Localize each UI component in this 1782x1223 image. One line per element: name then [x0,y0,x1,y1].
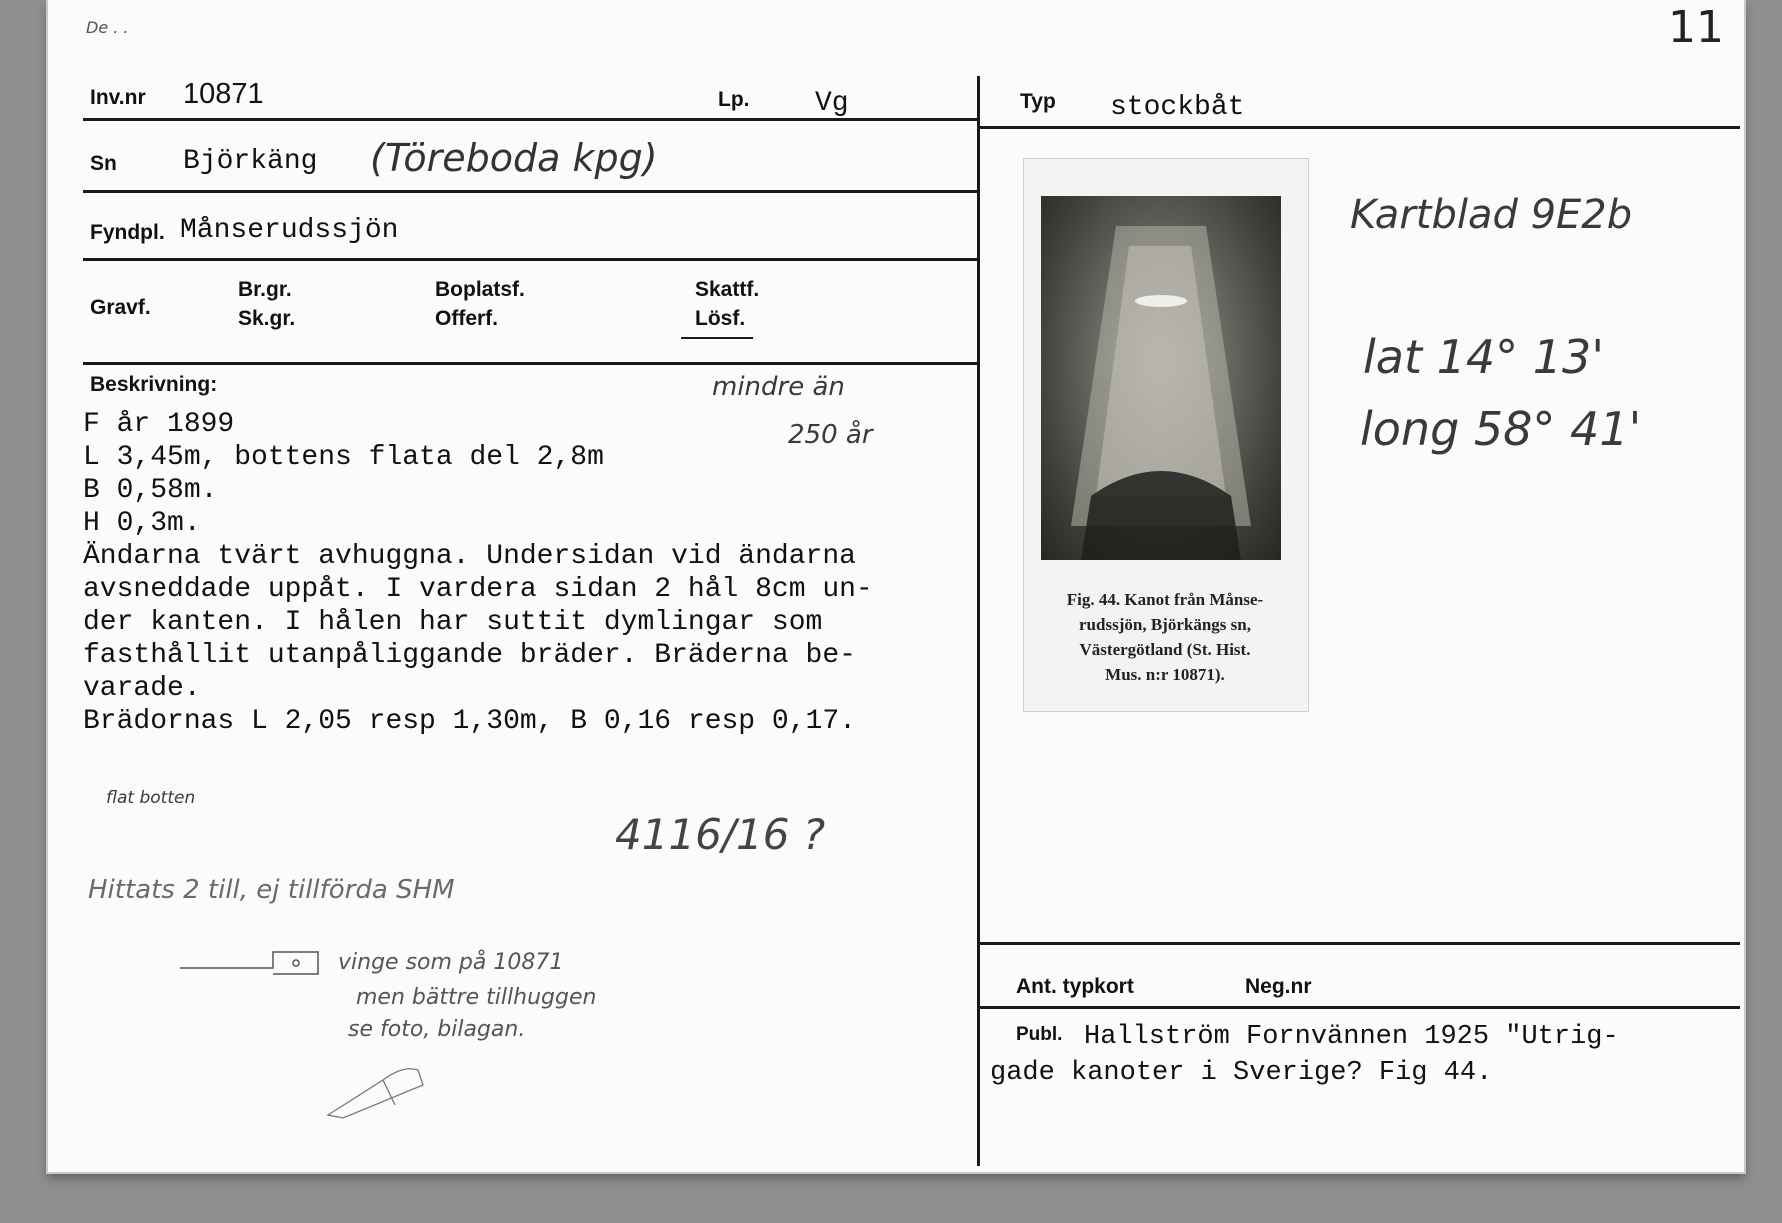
boat-sketch [323,1050,443,1120]
beskrivning-label: Beskrivning: [90,373,218,396]
description-line: F år 1899 [83,409,235,440]
publ-line-2: gade kanoter i Sverige? Fig 44. [990,1058,1493,1088]
caption-line: rudssjön, Björkängs sn, [1079,615,1251,634]
caption-line: Mus. n:r 10871). [1105,665,1225,684]
corner-number: 11 [1668,2,1724,53]
publ-label: Publ. [1016,1024,1063,1045]
note-hittats: Hittats 2 till, ej tillförda SHM [88,875,455,905]
losf-label: Lösf. [695,307,746,330]
caption-line: Fig. 44. Kanot från Månse- [1066,590,1264,609]
note-age-2: 250 år [788,420,873,450]
caption-line: Västergötland (St. Hist. [1079,640,1251,659]
note-vinge-1: vinge som på 10871 [338,950,564,975]
note-vinge-2: men bättre tillhuggen [356,985,597,1010]
sn-value: Björkäng [183,146,318,177]
typ-value: stockbåt [1110,92,1245,123]
fyndpl-label: Fyndpl. [90,221,165,244]
ant-typkort-label: Ant. typkort [1016,975,1134,998]
pasted-photo [1023,158,1309,712]
row-line-categories [83,362,978,365]
wing-sketch [178,940,338,980]
lp-value: Vg [815,88,849,119]
photo-caption [1034,587,1296,687]
neg-nr-label: Neg.nr [1245,975,1312,998]
sn-label: Sn [90,152,117,175]
center-divider [977,76,980,1166]
description-line: H 0,3m. [83,508,201,539]
inv-value: 10871 [183,78,264,110]
top-scribble: De . . [86,18,129,37]
brgr-label: Br.gr. [238,278,292,301]
description-line: varade. [83,673,201,704]
row-line-sn [83,190,978,193]
publ-line-1: Hallström Fornvännen 1925 "Utrig- [1084,1022,1619,1052]
losf-underline [681,337,753,339]
catalog-card [48,0,1744,1172]
fyndpl-value: Månserudssjön [180,215,399,246]
skgr-label: Sk.gr. [238,307,296,330]
lp-label: Lp. [718,88,750,111]
note-flat-botten: flat botten [106,788,196,808]
note-long: long 58° 41' [1360,402,1642,456]
description-line: Brädornas L 2,05 resp 1,30m, B 0,16 resp 0,17. [83,706,856,737]
row-line-typ [978,126,1740,129]
note-kartblad: Kartblad 9E2b [1350,192,1633,238]
description-line: avsneddade uppåt. I vardera sidan 2 hål 8cm un- [83,574,873,605]
row-line-ant [978,942,1740,945]
skattf-label: Skattf. [695,278,760,301]
typ-label: Typ [1020,90,1056,113]
description-text [83,408,873,738]
note-lat: lat 14° 13' [1363,330,1604,384]
note-age-1: mindre än [712,372,845,402]
row-line-fyndpl [83,258,978,261]
offerf-label: Offerf. [435,307,498,330]
note-vinge-3: se foto, bilagan. [348,1017,526,1042]
sn-handwritten: (Töreboda kpg) [370,136,658,180]
canoe-photo-image [1041,196,1281,560]
gravf-label: Gravf. [90,296,151,319]
boplatsf-label: Boplatsf. [435,278,525,301]
inv-label: Inv.nr [90,86,146,109]
description-line: fasthållit utanpåliggande bräder. Bräderna be- [83,640,856,671]
description-line: Ändarna tvärt avhuggna. Undersidan vid ändarna [83,541,856,572]
row-line-neg [978,1006,1740,1009]
description-line: B 0,58m. [83,475,218,506]
note-number: 4116/16 ? [615,810,826,859]
description-line: L 3,45m, bottens flata del 2,8m [83,442,604,473]
description-line: der kanten. I hålen har suttit dymlingar som [83,607,823,638]
